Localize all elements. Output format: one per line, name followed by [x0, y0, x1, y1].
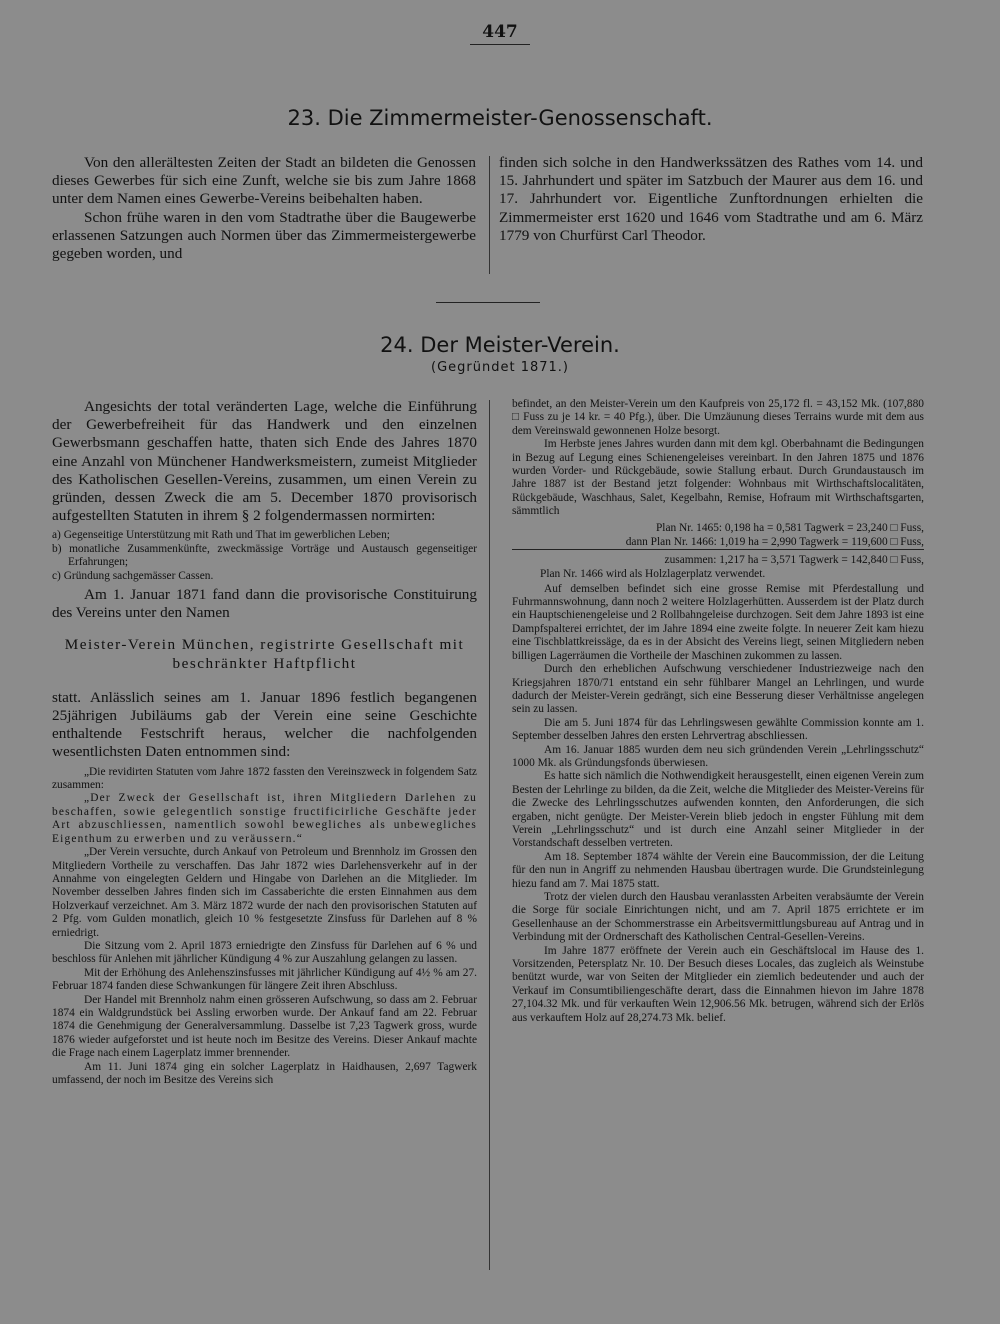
- list-item: b) monatliche Zusammenkünfte, zweckmässige Vorträge und Austausch gegenseitiger Erfahrungen;: [52, 542, 477, 569]
- paragraph: Am 16. Januar 1885 wurden dem neu sich gründenden Verein „Lehrlingsschutz“ 1000 Mk. als Gründungsfonds überwiesen.: [512, 743, 924, 769]
- plan-note: Plan Nr. 1466 wird als Holzlagerplatz verwendet.: [540, 567, 766, 580]
- column-divider: [489, 156, 490, 274]
- plan-table: [512, 521, 924, 581]
- paragraph: Am 18. September 1874 wählte der Verein eine Baucommission, der die Leitung für den nun in Angriff zu nehmenden Hausbau übertragen wurde. Die Grundsteinlegung hiezu fand am 7. Mai 1875 statt.: [512, 850, 924, 890]
- quoted-statute: „Der Zweck der Gesellschaft ist, ihren Mitgliedern Darlehen zu beschaffen, sowie gelegentlich sonstige fructificirliche Geschäfte jeder Art abzuschliessen, namentlich sowohl bewegliches als unbewegliches Eigenthum zu erwerben und zu veräussern.“: [52, 792, 477, 845]
- section-separator: [436, 302, 540, 303]
- quoted-history: [52, 766, 477, 1088]
- plan-total-row: zusammen: 1,217 ha = 3,571 Tagwerk = 142,840 □ Fuss,: [664, 553, 924, 566]
- column-divider: [489, 400, 490, 1270]
- paragraph: Es hatte sich nämlich die Nothwendigkeit herausgestellt, einen eigenen Verein zum Besten der Lehrlinge zu bilden, da die Zeit, welche die Mitglieder des Meister-Vereins für die Zwecke des Lehrlingsschutzes aufwenden konnten, den Anforderungen, die sich ergaben, nicht genügte. Der Meister-Verein blieb jedoch in engster Fühlung mit dem Verein „Lehrlingsschutz“ und ist durch eine Anzahl seiner Mitglieder in der Vorstandschaft desselben vertreten.: [512, 770, 924, 850]
- section-23-right-column: [499, 154, 923, 245]
- plan-row: dann Plan Nr. 1466: 1,019 ha = 2,990 Tagwerk = 119,600 □ Fuss,: [512, 535, 924, 550]
- paragraph: „Die revidirten Statuten vom Jahre 1872 fassten den Vereinszweck in folgendem Satz zusammen:: [52, 765, 477, 792]
- page-number: 447: [470, 22, 530, 45]
- section-23-left-column: [52, 154, 476, 263]
- association-name: Meister-Verein München, registrirte Gesellschaft mit beschränkter Haftpflicht: [64, 636, 465, 672]
- paragraph: „Der Verein versuchte, durch Ankauf von Petroleum und Brennholz im Grossen den Mitgliedern Vortheile zu verschaffen. Das Jahr 1872 wies Darlehensverkehr auf in der Annahme von eingelegten Geldern und Hingabe von Darlehen an die Mitglieder. Im November desselben Jahres finden sich im Cassaberichte die ersten Einnahmen aus dem Holzverkauf verzeichnet. Am 3. März 1872 wurde der nach den provisorischen Statuten auf 2 Pfg. vom Gulden monatlich, gleich 10 % festgesetzte Zinsfuss für Darlehen auf 8 % erniedrigt.: [52, 846, 477, 939]
- paragraph: finden sich solche in den Handwerkssätzen des Rathes vom 14. und 15. Jahrhundert und später im Satzbuch der Maurer aus dem 16. und 17. Jahrhundert vor. Eigentliche Zunftordnungen erhielten die Zimmermeister erst 1620 und 1646 vom Stadtrathe und am 6. März 1779 von Churfürst Carl Theodor.: [499, 154, 923, 244]
- list-item: a) Gegenseitige Unterstützung mit Rath und That im gewerblichen Leben;: [52, 529, 390, 542]
- paragraph: statt. Anlässlich seines am 1. Januar 1896 festlich begangenen 25jährigen Jubiläums gab der Verein eine seine Geschichte enthaltende Festschrift heraus, welcher die nachfolgenden wesentlichsten Daten entnommen sind:: [52, 688, 477, 761]
- paragraph: Im Herbste jenes Jahres wurden dann mit dem kgl. Oberbahnamt die Bedingungen in Bezug auf Legung eines Schienengeleises vereinbart. In den Jahren 1875 und 1876 wurden Vorder- und Rückgebäude, sowie Stallung erbaut. Durch Grundaustausch im Jahre 1887 ist der Bestand jetzt folgender: Wohnbaus mit Wirthschaftslocalitäten, Rückgebäude, Waschhaus, Salet, Kegelbahn, Remise, Hofraum mit Wirthschaftsgarten, sämmtlich: [512, 438, 924, 518]
- paragraph: Auf demselben befindet sich eine grosse Remise mit Pferdestallung und Fuhrmannswohnung, dann noch 2 weitere Holzlagerhütten. Ausserdem ist der Platz durch ein Hauptschienengeleise und 2 Rollbahngeleise durchzogen. Seit dem Jahre 1893 ist eine Dampfspalterei errichtet, der im Jahre 1894 eine zweite folgte. In neuerer Zeit kam hiezu eine Tischblattkreissäge, da es in der Absicht des Vereins liegt, seinen Mitgliedern neben billigen Lagerräumen die Vortheile der Maschinen zukommen zu lassen.: [512, 582, 924, 662]
- section-24-left-column: [52, 398, 477, 1087]
- section-23-title: 23. Die Zimmermeister-Genossenschaft.: [287, 106, 713, 130]
- paragraph: Schon frühe waren in den vom Stadtrathe über die Baugewerbe erlassenen Satzungen auch Normen über das Zimmermeistergewerbe gegeben worden, und: [52, 208, 476, 263]
- paragraph: Die am 5. Juni 1874 für das Lehrlingswesen gewählte Commission konnte am 1. September desselben Jahres den ersten Lehrvertrag abschliessen.: [512, 716, 924, 743]
- paragraph: Durch den erheblichen Aufschwung verschiedener Industriezweige nach den Kriegsjahren 1870/71 entstand ein sehr fühlbarer Mangel an Lehrlingen, und wurde dadurch der Meister-Verein gedrängt, sich eine Besserung dieser Verhältnisse angelegen sein zu lassen.: [512, 663, 924, 716]
- paragraph: Die Sitzung vom 2. April 1873 erniedrigte den Zinsfuss für Darlehen auf 6 % und beschloss für Anlehen mit jährlicher Kündigung 4 % zur Auszahlung gelangen zu lassen.: [52, 939, 477, 966]
- paragraph: Von den allerältesten Zeiten der Stadt an bildeten die Genossen dieses Gewerbes für sich eine Zunft, welche sie bis zum Jahre 1868 unter dem Namen eines Gewerbe-Vereins beibehalten haben.: [52, 154, 476, 208]
- paragraph: Am 1. Januar 1871 fand dann die provisorische Constituirung des Vereins unter den Namen: [52, 586, 477, 622]
- list-item: c) Gründung sachgemässer Cassen.: [52, 569, 214, 582]
- section-24-title: 24. Der Meister-Verein.: [380, 333, 620, 357]
- plan-row: Plan Nr. 1465: 0,198 ha = 0,581 Tagwerk = 23,240 □ Fuss,: [655, 521, 924, 534]
- paragraph: Der Handel mit Brennholz nahm einen grösseren Aufschwung, so dass am 2. Februar 1874 ein Waldgrundstück bei Assling erworben wurde. Der Ankauf fand am 22. Februar 1874 die Genehmigung der Generalversammlung. Dasselbe ist 7,23 Tagwerk gross, wurde 1876 wieder aufgeforstet und ist heute noch im Besitze des Vereins. Dieser Ankauf machte die Frage nach einem Lagerplatz immer brennender.: [52, 993, 477, 1060]
- statute-list: [52, 529, 477, 583]
- paragraph: Am 11. Juni 1874 ging ein solcher Lagerplatz in Haidhausen, 2,697 Tagwerk umfassend, der noch im Besitze des Vereins sich: [52, 1060, 477, 1087]
- paragraph: befindet, an den Meister-Verein um den Kaufpreis von 25,172 fl. = 43,152 Mk. (107,880 □ Fuss zu je 14 kr. = 40 Pfg.), über. Die Umzäunung dieses Terrains wurde mit dem aus dem Vereinswald gewonnenen Holze besorgt.: [512, 398, 924, 437]
- paragraph: Angesichts der total veränderten Lage, welche die Einführung der Gewerbefreiheit für das Handwerk und den einzelnen Gewerbsmann geschaffen hatte, thaten sich Ende des Jahres 1870 eine Anzahl von Münchener Handwerksmeistern, zumeist Mitglieder des Katholischen Gesellen-Vereins, zusammen, um einen Verein zu gründen, dessen Zweck die am 5. December 1870 provisorisch aufgestellten Statuten in ihrem § 2 folgendermassen normirten:: [52, 398, 477, 525]
- paragraph: Im Jahre 1877 eröffnete der Verein auch ein Geschäftslocal im Hause des 1. Vorsitzenden, Petersplatz Nr. 10. Der Besuch dieses Locales, das zugleich als Weinstube benützt wurde, war von Seiten der Mitglieder ein ziemlich bedeutender und auch der Verkauf im Consumtibiliengeschäfte derart, dass die Einnahmen hievon im Jahre 1878 27,104.32 Mk. und für verkauften Wein 12,906.56 Mk. betrugen, während sich der Erlös aus verkauftem Holz auf 28,274.73 Mk. belief.: [512, 944, 924, 1024]
- section-24-subtitle: (Gegründet 1871.): [431, 360, 569, 375]
- paragraph: Trotz der vielen durch den Hausbau veranlassten Arbeiten verabsäumte der Verein die Sorge für sociale Einrichtungen nicht, und am 7. April 1875 errichtete er im Gesellenhause an der Schommerstrasse ein Arbeitsvermittlungsbureau auf Antrag und in Verbindung mit der Ordnerschaft des Katholischen Central-Gesellen-Vereins.: [512, 891, 924, 944]
- section-24-right-column: [512, 398, 924, 1025]
- paragraph: Mit der Erhöhung des Anlehenszinsfusses mit jährlicher Kündigung auf 4½ % am 27. Februar 1874 fanden diese Schwankungen für längere Zeit ihren Abschluss.: [52, 966, 477, 993]
